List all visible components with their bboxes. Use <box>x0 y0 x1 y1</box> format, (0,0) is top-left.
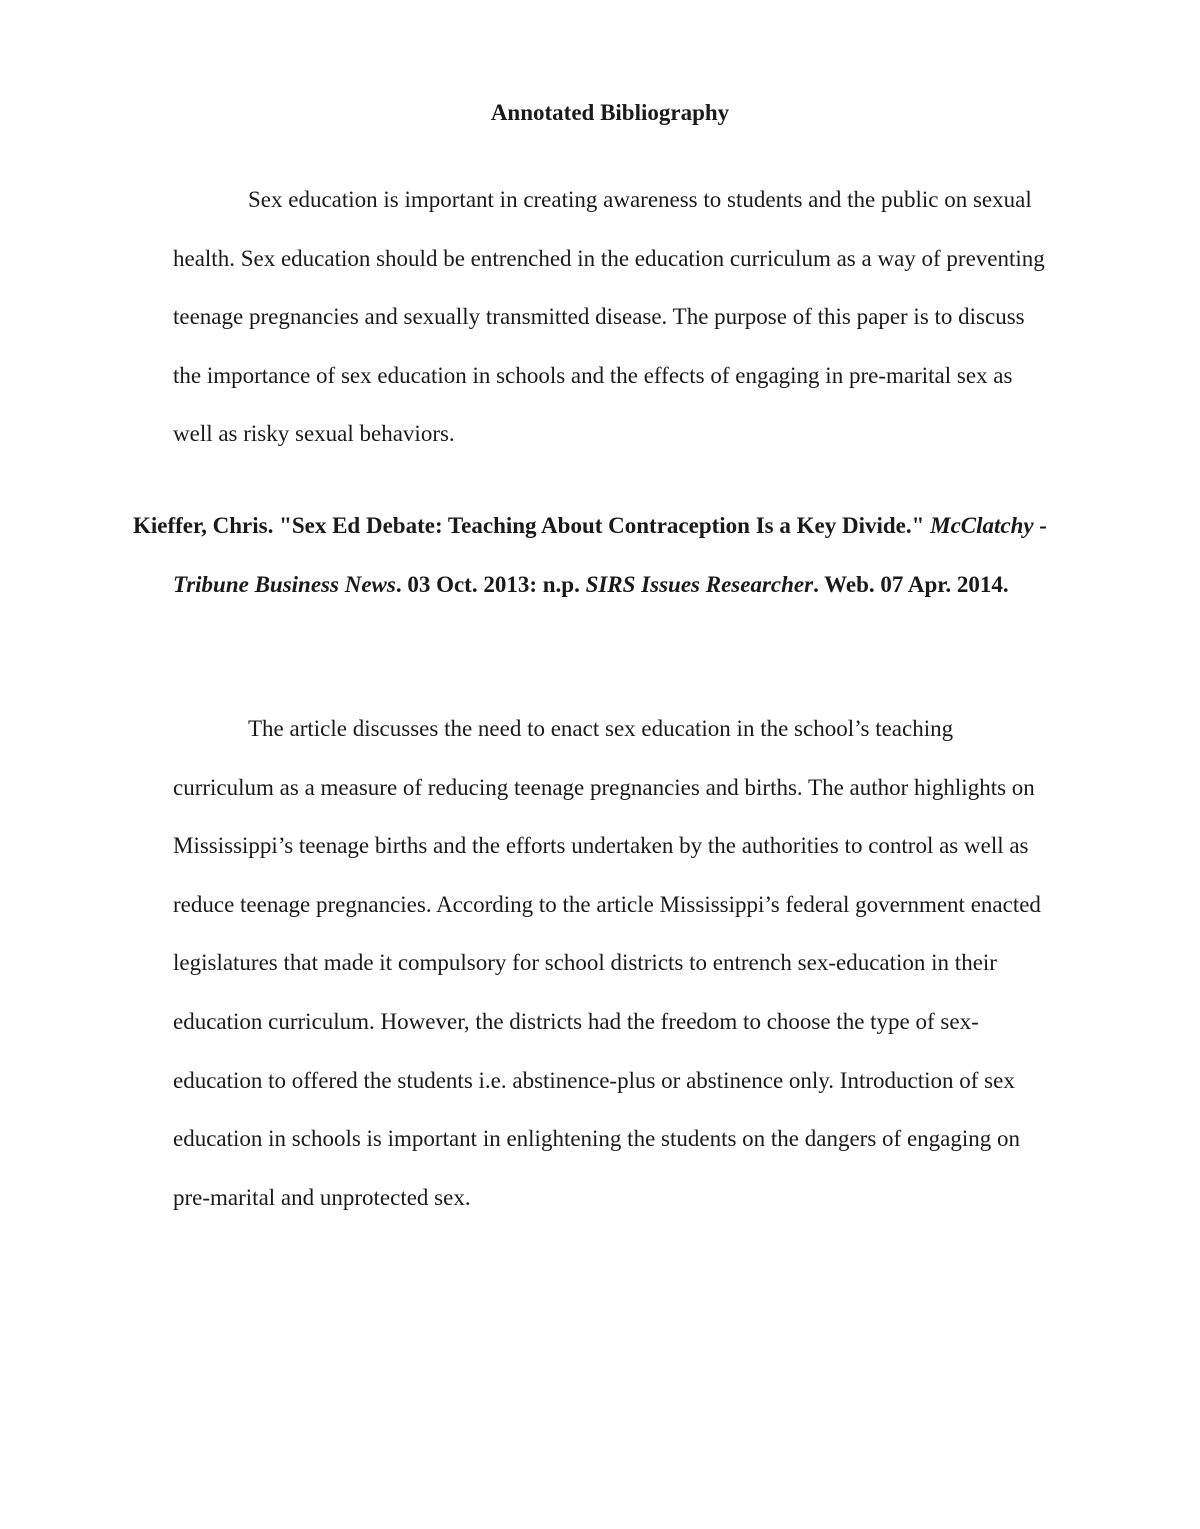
annotation-paragraph: The article discusses the need to enact sex education in the school’s teaching curriculum as a measure of reducing teenage pregnancies and births. The author highlights on Mississippi’s teenage births and the efforts undertaken by the authorities to control as well as reduce teenage pregnancies. According to the article Mississippi’s federal government enacted legislatures that made it compulsory for school districts to entrench sex-education in their education curriculum. However, the districts had the freedom to choose the type of sex-education to offered the students i.e. abstinence-plus or abstinence only. Introduction of sex education in schools is important in enlightening the students on the dangers of engaging on pre-marital and unprotected sex. <box>173 716 1041 1210</box>
citation-author-title: Kieffer, Chris. "Sex Ed Debate: Teaching About Contraception Is a Key Divide." <box>133 513 925 538</box>
page-title: Annotated Bibliography <box>490 100 730 125</box>
citation-publication: McClatchy - Tribune Business News <box>173 513 1048 597</box>
intro-paragraph: Sex education is important in creating awareness to students and the public on sexual health. Sex education should be entrenched in the education curriculum as a way of preventing teenage pregnancies and sexually transmitted disease. The purpose of this paper is to discuss the importance of sex education in schools and the effects of engaging in pre-marital sex as well as risky sexual behaviors. <box>173 187 1045 447</box>
citation-entry <box>133 497 1073 614</box>
citation-database: SIRS Issues Researcher <box>585 571 814 597</box>
citation-date-pages: . 03 Oct. 2013: n.p. <box>395 571 586 597</box>
citation-access: . Web. 07 Apr. 2014. <box>813 571 1009 597</box>
